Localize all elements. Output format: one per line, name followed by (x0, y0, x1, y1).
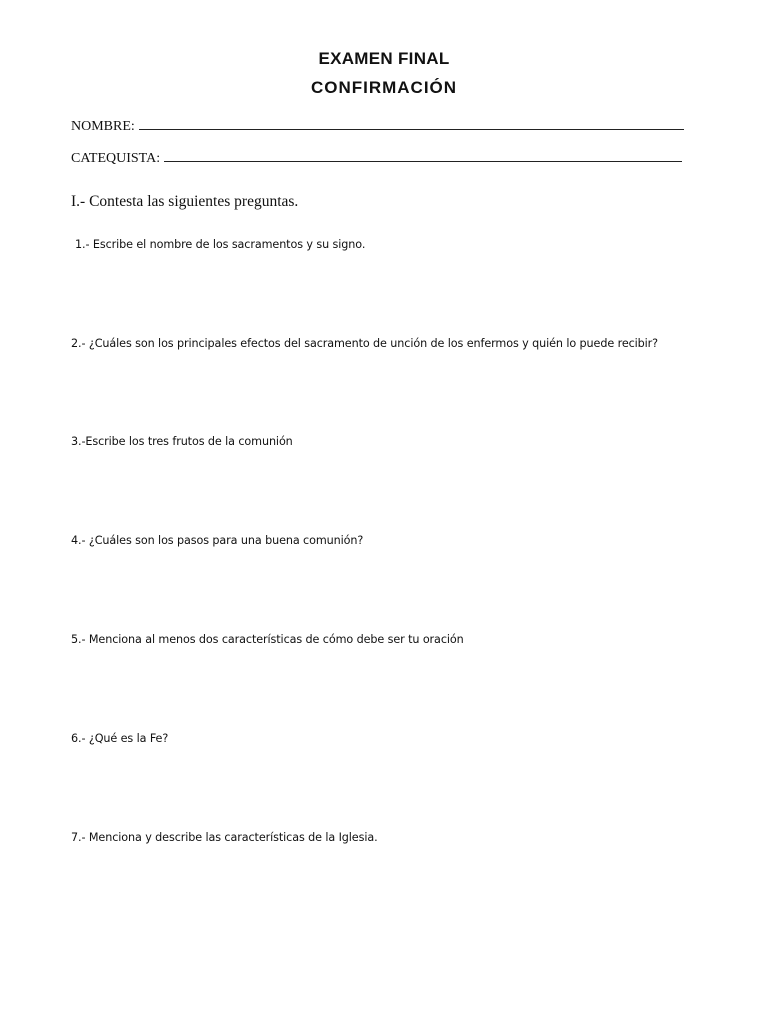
section-heading: I.- Contesta las siguientes preguntas. (71, 193, 299, 210)
catequista-blank-line (164, 149, 682, 162)
nombre-blank-line (139, 117, 684, 130)
exam-subtitle: CONFIRMACIÓN (310, 78, 458, 97)
question-3: 3.-Escribe los tres frutos de la comunión (71, 435, 293, 448)
question-1: 1.- Escribe el nombre de los sacramentos y su signo. (75, 238, 366, 251)
catequista-field (71, 149, 682, 167)
catequista-label: CATEQUISTA: (71, 151, 161, 166)
question-4: 4.- ¿Cuáles son los pasos para una buena comunión? (71, 534, 364, 547)
question-7: 7.- Menciona y describe las características de la Iglesia. (71, 831, 378, 844)
nombre-field (71, 117, 684, 135)
question-6: 6.- ¿Qué es la Fe? (71, 732, 169, 745)
exam-title: EXAMEN FINAL (318, 49, 450, 68)
nombre-label: NOMBRE: (71, 119, 135, 134)
question-5: 5.- Menciona al menos dos características de cómo debe ser tu oración (71, 633, 464, 646)
question-2: 2.- ¿Cuáles son los principales efectos del sacramento de unción de los enfermos y quién lo puede recibir? (71, 337, 659, 350)
